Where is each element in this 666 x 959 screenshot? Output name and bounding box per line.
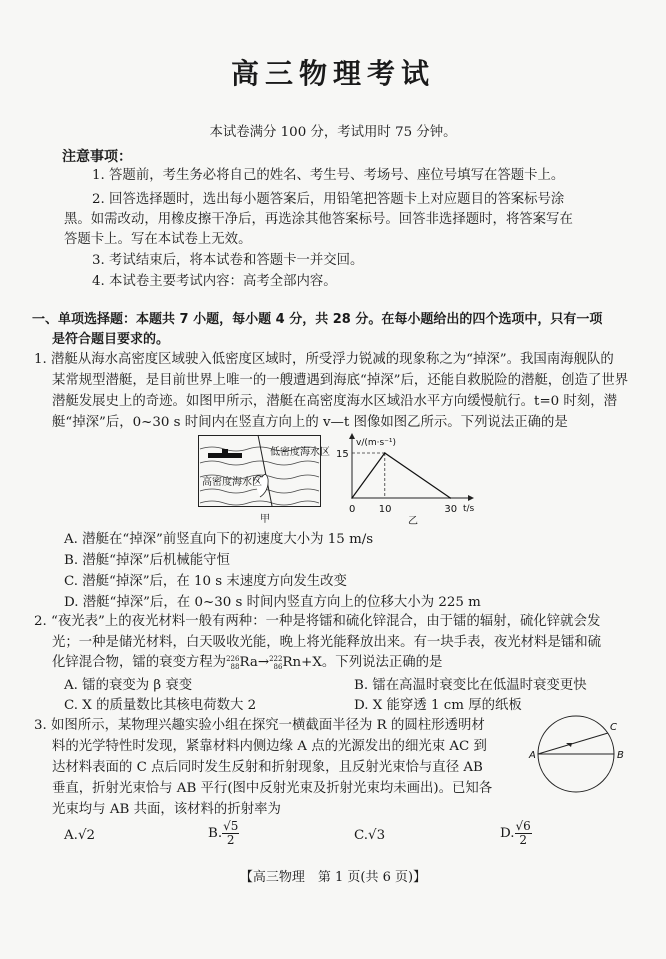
section-heading-cont: 是符合题目要求的。 xyxy=(52,332,170,347)
q1-stem-2: 某常规型潜艇，是目前世界上唯一的一艘遭遇到海底“掉深”后，还能自救脱险的潜艇，创造了世界 xyxy=(52,373,629,388)
chart-point-10 xyxy=(384,452,386,454)
chart-x-tick-0: 0 xyxy=(349,504,356,515)
chart-x-tick-10: 10 xyxy=(378,504,392,515)
q1-stem-3: 潜艇发展史上的奇迹。如图甲所示，潜艇在高密度海水区域沿水平方向缓慢航行。t=0 时刻，潜 xyxy=(52,394,617,409)
q1-option-d: D. 潜艇“掉深”后，在 0~30 s 时间内竖直方向上的位移大小为 225 m xyxy=(64,595,481,610)
page-footer: 【高三物理 第 1 页(共 6 页)】 xyxy=(239,870,427,885)
q2-stem-3: 化锌混合物，镭的衰变方程为 226 88 Ra→ 222 86 Rn+X。下列说法正确的是 xyxy=(52,654,443,671)
q3-option-b: B. $\frac{√5}{2}$ xyxy=(208,819,239,847)
q3-stem-2: 料的光学特性时发现，紧靠材料内侧边缘 A 点的光源发出的细光束 AC 到 xyxy=(52,739,487,754)
q1-stem-4: 艇“掉深”后，0~30 s 时间内在竖直方向上的 v—t 图像如图乙所示。下列说法正确的是 xyxy=(52,415,568,430)
notice-item-3: 3. 考试结束后，将本试卷和答题卡一并交回。 xyxy=(92,253,364,268)
q3-figure xyxy=(530,708,630,800)
notice-item-2: 2. 回答选择题时，选出每小题答案后，用铅笔把答题卡上对应题目的答案标号涂 xyxy=(92,192,565,207)
q3-stem-4: 垂直，折射光束恰与 AB 平行(图中反射光束及折射光束均未画出)。已知各 xyxy=(52,781,493,796)
notice-item-4: 4. 本试卷主要考试内容：高考全部内容。 xyxy=(92,274,337,289)
q3-point-b: B xyxy=(617,750,624,761)
q1-option-c: C. 潜艇“掉深”后，在 10 s 末速度方向发生改变 xyxy=(64,574,347,589)
fig-a-caption: 甲 xyxy=(260,514,270,525)
fig-a-high-label: 高密度海水区 xyxy=(202,477,262,488)
q3-stem-5: 光束均与 AB 共面，该材料的折射率为 xyxy=(52,802,281,817)
q2-stem-1: 2. “夜光表”上的夜光材料一般有两种：一种是将镭和硫化锌混合，由于镭的辐射，硫化锌就会发 xyxy=(34,614,601,629)
notice-item-2-end: 答题卡上。写在本试卷上无效。 xyxy=(64,232,252,247)
chart-y-tick-15: 15 xyxy=(336,449,349,460)
q1-stem-1: 1. 潜艇从海水高密度区域驶入低密度区域时，所受浮力锐减的现象称之为“掉深”。我国南海舰队的 xyxy=(34,352,614,367)
chart-y-axis-arrow xyxy=(349,433,355,439)
q3-point-c: C xyxy=(610,722,617,733)
q2-option-b: B. 镭在高温时衰变比在低温时衰变更快 xyxy=(354,678,587,693)
chart-series-line xyxy=(352,453,450,498)
q2-option-d: D. X 能穿透 1 cm 厚的纸板 xyxy=(354,698,522,713)
q3-option-a: A.√2 xyxy=(64,828,95,843)
q3-point-a: A xyxy=(529,750,536,761)
chart-point-0 xyxy=(351,497,353,499)
fig-a-low-label: 低密度海水区 xyxy=(270,447,330,458)
q3-option-c: C.√3 xyxy=(354,828,386,843)
notice-heading: 注意事项： xyxy=(62,149,132,165)
notice-item-2-cont: 黑。如需改动，用橡皮擦干净后，再选涂其他答案标号。回答非选择题时，将答案写在 xyxy=(64,212,573,227)
fig-b-caption: 乙 xyxy=(408,516,418,527)
chart-x-axis-arrow xyxy=(468,495,474,501)
q3-option-d: D. $\frac{√6}{2}$ xyxy=(500,819,531,847)
chart-point-30 xyxy=(450,497,452,499)
chart-x-tick-30: 30 xyxy=(444,504,458,515)
q1-option-a: A. 潜艇在“掉深”前竖直向下的初速度大小为 15 m/s xyxy=(64,532,374,547)
q3-stem-1: 3. 如图所示，某物理兴趣实验小组在探究一横截面半径为 R 的圆柱形透明材 xyxy=(34,718,485,733)
q1-figure-a xyxy=(198,433,346,525)
q2-option-a: A. 镭的衰变为 β 衰变 xyxy=(64,678,193,693)
section-heading: 一、单项选择题：本题共 7 小题，每小题 4 分，共 28 分。在每小题给出的四个选项中，只有一项 xyxy=(32,312,603,327)
notice-item-1: 1. 答题前，考生务必将自己的姓名、考生号、考场号、座位号填写在答题卡上。 xyxy=(92,168,565,183)
q1-option-b: B. 潜艇“掉深”后机械能守恒 xyxy=(64,553,230,568)
q1-figure-b-chart xyxy=(330,433,480,525)
chart-x-label: t/s xyxy=(463,504,475,514)
q2-option-c: C. X 的质量数比其核电荷数大 2 xyxy=(64,698,257,713)
q3-stem-3: 达材料表面的 C 点后同时发生反射和折射现象，且反射光束恰与直径 AB xyxy=(52,760,483,775)
chart-y-label: v/(m·s⁻¹) xyxy=(356,438,397,448)
exam-info: 本试卷满分 100 分，考试用时 75 分钟。 xyxy=(209,125,457,140)
q2-stem-2: 光；一种是储光材料，白天吸收光能，晚上将光能释放出来。有一块手表，夜光材料是镭和硫 xyxy=(52,635,602,650)
page-title: 高三物理考试 xyxy=(230,57,435,90)
submarine-icon xyxy=(208,449,242,458)
